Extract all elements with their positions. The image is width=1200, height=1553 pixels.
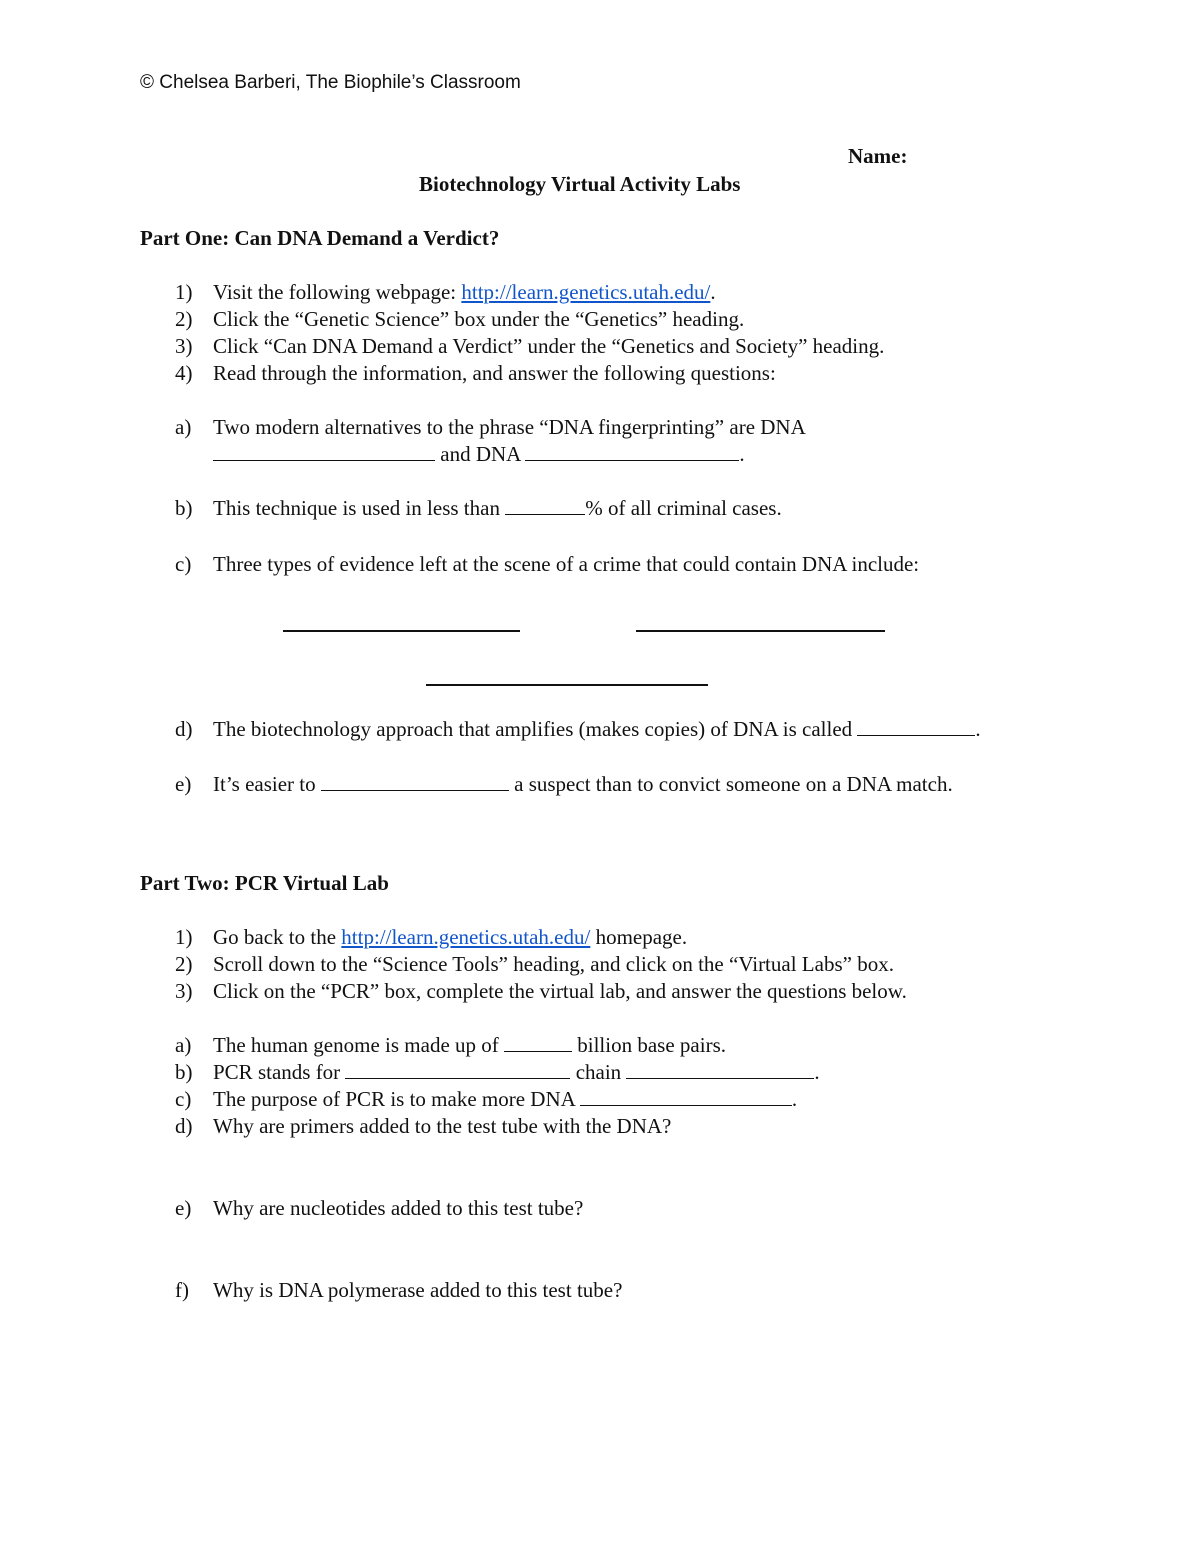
step-text: Visit the following webpage: <box>213 280 462 304</box>
question-text: The purpose of PCR is to make more DNA <box>213 1087 575 1111</box>
copyright-notice: © Chelsea Barberi, The Biophile’s Classroom <box>140 72 521 93</box>
part-two-heading: Part Two: PCR Virtual Lab <box>140 871 389 895</box>
step-number: 3) <box>175 334 193 358</box>
answer-blank[interactable] <box>580 1087 792 1106</box>
question-text: Why are nucleotides added to this test tube? <box>213 1196 584 1220</box>
step-number: 1) <box>175 925 193 949</box>
pcr-question-f <box>175 1277 622 1303</box>
learn-genetics-link[interactable]: http://learn.genetics.utah.edu/ <box>341 925 591 949</box>
question-e <box>175 771 953 797</box>
part-one-step-1 <box>175 279 716 305</box>
question-text-end: % of all criminal cases. <box>585 496 782 520</box>
question-label: f) <box>175 1278 189 1302</box>
step-text-end: . <box>710 280 716 304</box>
answer-blank[interactable] <box>857 717 975 736</box>
pcr-question-d <box>175 1113 671 1139</box>
question-label: e) <box>175 1196 192 1220</box>
step-text: Click “Can DNA Demand a Verdict” under the “Genetics and Society” heading. <box>213 334 885 358</box>
question-text: Three types of evidence left at the scene of a crime that could contain DNA include: <box>213 552 920 576</box>
name-label: Name: <box>848 144 908 168</box>
question-text: PCR stands for <box>213 1060 341 1084</box>
evidence-answer-line-3[interactable] <box>426 684 708 686</box>
question-text: The human genome is made up of <box>213 1033 499 1057</box>
question-label: e) <box>175 772 192 796</box>
answer-blank[interactable] <box>345 1060 570 1079</box>
question-text: The biotechnology approach that amplifies (makes copies) of DNA is called <box>213 717 853 741</box>
answer-blank[interactable] <box>626 1060 814 1079</box>
question-a-line-2 <box>213 441 745 467</box>
question-text: It’s easier to <box>213 772 316 796</box>
part-one-step-4 <box>175 360 776 386</box>
answer-blank[interactable] <box>505 496 585 515</box>
step-text: Click the “Genetic Science” box under the “Genetics” heading. <box>213 307 745 331</box>
part-two-step-1 <box>175 924 687 950</box>
question-label: a) <box>175 1033 192 1057</box>
question-text-end: a suspect than to convict someone on a DNA match. <box>514 772 953 796</box>
question-a <box>175 414 806 440</box>
question-text-end: billion base pairs. <box>577 1033 726 1057</box>
part-two-step-3 <box>175 978 907 1004</box>
pcr-question-c <box>175 1086 797 1112</box>
question-text: Two modern alternatives to the phrase “DNA fingerprinting” are DNA <box>213 415 806 439</box>
question-text-end: . <box>814 1060 820 1084</box>
question-label: d) <box>175 1114 193 1138</box>
question-text: Why is DNA polymerase added to this test tube? <box>213 1278 623 1302</box>
step-number: 2) <box>175 952 193 976</box>
pcr-question-e <box>175 1195 583 1221</box>
question-c <box>175 551 919 577</box>
part-two-step-2 <box>175 951 894 977</box>
part-one-step-2 <box>175 306 744 332</box>
question-b <box>175 495 782 521</box>
step-number: 1) <box>175 280 193 304</box>
evidence-answer-line-2[interactable] <box>636 630 885 632</box>
step-number: 3) <box>175 979 193 1003</box>
pcr-question-a <box>175 1032 726 1058</box>
part-one-step-3 <box>175 333 884 359</box>
answer-blank[interactable] <box>321 772 509 791</box>
learn-genetics-link[interactable]: http://learn.genetics.utah.edu/ <box>461 280 711 304</box>
evidence-answer-line-1[interactable] <box>283 630 520 632</box>
worksheet-title: Biotechnology Virtual Activity Labs <box>419 172 741 196</box>
pcr-question-b <box>175 1059 820 1085</box>
question-label: b) <box>175 496 193 520</box>
question-text-end: . <box>791 1087 798 1111</box>
question-label: c) <box>175 552 192 576</box>
step-number: 4) <box>175 361 193 385</box>
step-text-end: homepage. <box>590 925 688 949</box>
question-label: d) <box>175 717 193 741</box>
step-text: Scroll down to the “Science Tools” heading, and click on the “Virtual Labs” box. <box>213 952 894 976</box>
question-label: b) <box>175 1060 193 1084</box>
answer-blank[interactable] <box>504 1033 572 1052</box>
question-label: a) <box>175 415 192 439</box>
question-text-end: . <box>739 442 745 466</box>
question-text-end: . <box>975 717 981 741</box>
question-label: c) <box>175 1087 192 1111</box>
question-d <box>175 716 981 742</box>
step-number: 2) <box>175 307 193 331</box>
step-text: Click on the “PCR” box, complete the virtual lab, and answer the questions below. <box>213 979 907 1003</box>
answer-blank[interactable] <box>525 442 739 461</box>
question-text: This technique is used in less than <box>213 496 500 520</box>
question-text: and DNA <box>440 442 521 466</box>
answer-blank[interactable] <box>213 442 435 461</box>
question-text: Why are primers added to the test tube with the DNA? <box>213 1114 672 1138</box>
question-text-mid: chain <box>575 1060 622 1084</box>
part-one-heading: Part One: Can DNA Demand a Verdict? <box>140 226 500 250</box>
step-text: Read through the information, and answer the following questions: <box>213 361 776 385</box>
step-text: Go back to the <box>213 925 342 949</box>
